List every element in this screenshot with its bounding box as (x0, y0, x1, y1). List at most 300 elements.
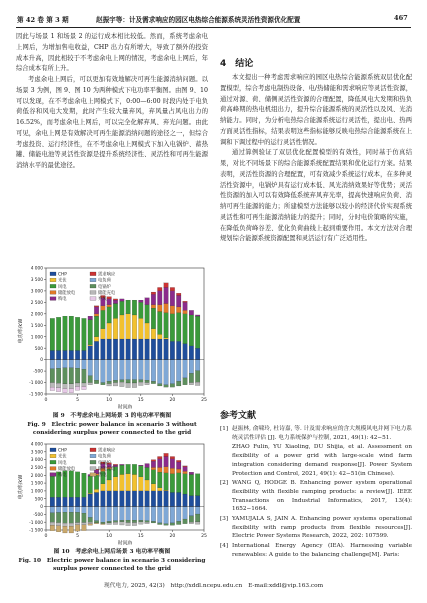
bar-segment (113, 522, 118, 524)
bar-segment (157, 339, 162, 360)
bar-segment (151, 491, 156, 507)
bar-segment (183, 471, 188, 473)
reference-text: YAMUJALA S, JAIN A. Enhancing power systems operational flexibility with ramp products from flexible resources[J]. Electric Power Systems Research, 2022, 202: 107599. (232, 516, 412, 540)
bar-segment (82, 473, 87, 497)
bar-segment (107, 480, 112, 491)
bar-segment (107, 305, 112, 307)
references-title: 参考文献 (220, 411, 257, 421)
bar-segment (145, 521, 150, 523)
bar-segment (75, 525, 80, 531)
bar-segment (69, 512, 74, 523)
bar-segment (113, 318, 118, 339)
bar-segment (157, 472, 162, 488)
legend-swatch (50, 278, 56, 282)
bar-segment (126, 507, 131, 521)
bar-segment (69, 389, 74, 393)
legend-label: 弃风 (98, 297, 107, 303)
bar-segment (50, 387, 55, 390)
bar-segment (63, 526, 68, 533)
section-title-conclusion: 4 结论 (220, 59, 254, 69)
bar-segment (151, 305, 156, 308)
bar-segment (50, 360, 55, 369)
x-tick-label: 0 (44, 398, 48, 403)
legend-label: 储能充电 (98, 291, 116, 296)
legend-label: 电锅炉 (98, 284, 111, 290)
bar-segment (189, 496, 194, 507)
bar-segment (189, 346, 194, 360)
x-axis-label: 时间/h (117, 540, 133, 546)
bar-segment (94, 307, 99, 314)
bar-segment (56, 523, 61, 526)
x-tick-label: 5 (76, 398, 80, 403)
bar-segment (189, 373, 194, 382)
bar-segment (151, 461, 156, 467)
bar-segment (157, 305, 162, 312)
bar-segment (63, 350, 68, 359)
bar-segment (157, 312, 162, 335)
bar-segment (189, 360, 194, 374)
bar-segment (113, 339, 118, 360)
bar-segment (164, 507, 169, 524)
bar-segment (151, 381, 156, 383)
bar-segment (183, 507, 188, 520)
bar-segment (56, 507, 61, 513)
bar-segment (75, 507, 80, 513)
bar-segment (75, 512, 80, 522)
bar-segment (132, 315, 137, 339)
reference-item (220, 542, 412, 559)
bar-segment (50, 383, 55, 388)
bar-segment (50, 513, 55, 522)
bar-segment (132, 360, 137, 380)
bar-segment (176, 307, 181, 313)
bar-segment (126, 314, 131, 339)
bar-segment (113, 383, 118, 386)
bar-segment (101, 339, 106, 360)
bar-segment (164, 491, 169, 507)
bar-segment (183, 494, 188, 507)
legend-swatch (90, 460, 96, 464)
figure-9-chart (16, 264, 208, 410)
bar-segment (69, 526, 74, 533)
bar-segment (69, 523, 74, 526)
bar-segment (176, 460, 181, 462)
figure-10 (16, 440, 208, 546)
x-tick-label: 10 (106, 534, 113, 539)
legend-swatch (90, 467, 96, 471)
bar-segment (145, 383, 150, 385)
bar-segment (126, 464, 131, 473)
bar-segment (120, 464, 125, 465)
y-tick-label: -500 (33, 512, 43, 518)
legend-swatch (50, 454, 56, 458)
legend-label: 光伏 (58, 454, 67, 460)
bar-segment (195, 514, 200, 522)
y-tick-label: 1 500 (30, 481, 43, 487)
legend-label: 风电 (58, 284, 67, 290)
bar-segment (88, 316, 93, 319)
bar-segment (94, 341, 99, 359)
reference-item (220, 515, 412, 541)
bar-segment (94, 337, 99, 342)
reference-text: International Energy Agency (IEA). Harnessing variable renewables: A guide to the balancing challenge[M]. Paris: (232, 543, 412, 558)
bar-segment (164, 473, 169, 490)
bar-segment (94, 523, 99, 524)
y-axis-label: 电功率/kW (18, 318, 24, 344)
y-axis-label: 电功率/kW (18, 474, 24, 500)
bar-segment (107, 523, 112, 525)
bar-segment (82, 360, 87, 370)
bar-segment (176, 295, 181, 306)
bar-segment (107, 521, 112, 523)
y-tick-label: 4 000 (30, 442, 43, 448)
bar-segment (132, 380, 137, 383)
legend-swatch (50, 291, 56, 295)
bar-segment (170, 523, 175, 525)
bar-segment (88, 517, 93, 522)
y-tick-label: 500 (34, 346, 43, 352)
bar-segment (113, 360, 118, 381)
bar-segment (151, 308, 156, 329)
bar-segment (176, 381, 181, 386)
bar-segment (176, 360, 181, 382)
bar-segment (94, 521, 99, 523)
bar-segment (88, 345, 93, 346)
legend-label: CHP (58, 448, 67, 454)
bar-segment (94, 380, 99, 383)
bar-segment (139, 318, 144, 339)
legend-swatch (90, 284, 96, 288)
bar-segment (164, 338, 169, 339)
bar-segment (50, 369, 55, 383)
reference-item (220, 443, 412, 478)
bar-segment (195, 522, 200, 524)
legend-swatch (50, 473, 56, 477)
bar-segment (120, 382, 125, 387)
y-tick-label: 1 500 (30, 323, 43, 329)
bar-segment (107, 491, 112, 507)
bar-segment (88, 320, 93, 345)
bar-segment (75, 368, 80, 383)
y-tick-label: 0 (40, 358, 43, 364)
bar-segment (164, 490, 169, 491)
legend-swatch (50, 448, 56, 452)
bar-segment (120, 507, 125, 521)
bar-segment (145, 467, 150, 480)
bar-segment (170, 507, 175, 523)
bar-segment (126, 474, 131, 491)
bar-segment (189, 522, 194, 524)
bar-segment (120, 474, 125, 490)
conclusion-paragraph-2: 通过算例验证了双层优化配置模型的有效性，同时基于仿真结果，对比不同场景下的综合能源系统配置结果和优化运行方案。结果表明，灵活性资源的合理配置，可有效减少系统运行成本，在多种灵活性资源中，电锅炉具有运行成本低、风光消纳效果好等优势；灵活性资源的加入可以有效降低系统弃风弃光率，提高快速响应负荷、消纳可再生能源的能力；所建模型方法能够以较小的经济代价实现系统灵活性和可再生能源消纳能力的提升；同时，分时电价策略的实施，在降低负荷峰谷差、优化负荷曲线上起到重要作用。本文方法对合理规划综合能源系统资源配置和灵活运行有广泛适用性。 (220, 149, 412, 243)
bar-segment (145, 380, 150, 382)
bar-segment (88, 476, 93, 493)
bar-segment (113, 380, 118, 382)
x-tick-label: 20 (169, 534, 176, 539)
legend-swatch (90, 473, 96, 477)
y-tick-label: -1 000 (29, 381, 43, 387)
bar-segment (183, 302, 188, 310)
header-volume: 第 42 卷 第 3 期 (17, 16, 69, 24)
bar-segment (189, 516, 194, 522)
bar-segment (157, 334, 162, 339)
bar-segment (94, 314, 99, 316)
bar-segment (176, 313, 181, 342)
figure-9-caption (16, 412, 208, 438)
figure-10-caption-en: Fig. 10 Electric power balance in scenario 3 considering surplus power connected to the grid (18, 557, 206, 572)
bar-segment (151, 460, 156, 462)
bar-segment (139, 465, 144, 466)
y-tick-label: 1 000 (30, 489, 43, 495)
bar-segment (56, 526, 61, 532)
bar-segment (157, 384, 162, 386)
bar-segment (170, 306, 175, 314)
bar-segment (120, 380, 125, 382)
bar-segment (126, 491, 131, 507)
bar-segment (94, 489, 99, 492)
bar-segment (120, 315, 125, 339)
legend-label: 需求响应 (98, 272, 116, 278)
bar-segment (113, 300, 118, 303)
bar-segment (157, 488, 162, 491)
bar-segment (170, 492, 175, 506)
bar-segment (56, 497, 61, 506)
bar-segment (63, 368, 68, 384)
y-tick-label: 0 (40, 505, 43, 511)
bar-segment (132, 474, 137, 490)
bar-segment (101, 507, 106, 523)
bar-segment (120, 360, 125, 380)
reference-text: ZHAO Fulin, YU Xiaoling, DU Shijia, et al. Assessment on flexibility of a power grid with large-scale wind farm integration considering demand response[J]. Power System Protection and Control, 2021, 49(1): 42−51(in Chinese). (232, 444, 412, 477)
y-tick-label: -1 000 (29, 520, 43, 526)
bar-segment (176, 507, 181, 522)
bar-segment (107, 297, 112, 299)
bar-segment (82, 318, 87, 350)
bar-segment (164, 385, 169, 387)
bar-segment (170, 360, 175, 384)
bar-segment (107, 360, 112, 382)
x-tick-label: 0 (44, 534, 48, 539)
bar-segment (101, 491, 106, 507)
legend-swatch (90, 272, 96, 276)
bar-segment (151, 292, 156, 294)
bar-segment (94, 306, 99, 307)
bar-segment (94, 492, 99, 506)
bar-segment (189, 315, 194, 346)
bar-segment (132, 491, 137, 507)
y-tick-label: 4 000 (30, 266, 43, 272)
bar-segment (107, 299, 112, 305)
bar-segment (183, 466, 188, 467)
bar-segment (82, 513, 87, 522)
bar-segment (195, 360, 200, 371)
bar-segment (139, 520, 144, 522)
bar-segment (189, 310, 194, 315)
legend-label: 光伏 (58, 278, 67, 284)
bar-segment (63, 316, 68, 350)
bar-segment (195, 474, 200, 496)
bar-segment (88, 494, 93, 507)
y-tick-label: 2 000 (30, 312, 43, 318)
bar-segment (139, 300, 144, 302)
bar-segment (69, 471, 74, 497)
bar-segment (195, 316, 200, 348)
bar-segment (176, 293, 181, 295)
bar-segment (164, 313, 169, 338)
bar-segment (82, 525, 87, 531)
x-tick-label: 25 (201, 534, 207, 539)
bar-segment (183, 360, 188, 378)
legend-label: 电负荷 (98, 278, 111, 284)
reference-number: [2] (220, 480, 229, 487)
figure-9 (16, 264, 208, 410)
bar-segment (56, 368, 61, 383)
bar-segment (69, 316, 74, 350)
bar-segment (132, 522, 137, 525)
bar-segment (50, 525, 55, 530)
bar-segment (88, 360, 93, 376)
bar-segment (75, 360, 80, 368)
legend-label: 储能放电 (58, 291, 76, 296)
bar-segment (170, 291, 175, 306)
bar-segment (56, 350, 61, 359)
bar-segment (139, 360, 144, 380)
legend-swatch (90, 297, 96, 301)
bar-segment (157, 523, 162, 525)
bar-segment (69, 350, 74, 359)
bar-segment (88, 524, 93, 526)
bar-segment (120, 520, 125, 522)
x-tick-label: 5 (76, 534, 80, 539)
bar-segment (151, 507, 156, 522)
right-column-text (220, 73, 412, 245)
reference-item (220, 479, 412, 514)
bar-segment (113, 464, 118, 465)
legend-label: 售电 (98, 473, 107, 479)
bar-segment (63, 523, 68, 526)
legend-swatch (50, 272, 56, 276)
figure-10-caption-cn: 图 10 考虑余电上网后场景 3 电功率平衡图 (53, 549, 171, 555)
bar-segment (157, 491, 162, 507)
bar-segment (151, 467, 156, 469)
bar-segment (94, 316, 99, 337)
bar-segment (82, 383, 87, 386)
bar-segment (50, 473, 55, 497)
bar-segment (101, 310, 106, 328)
bar-segment (75, 386, 80, 390)
bar-segment (63, 384, 68, 389)
y-tick-label: -1 500 (29, 392, 43, 398)
bar-segment (195, 496, 200, 507)
bar-segment (139, 507, 144, 521)
bar-segment (176, 462, 181, 469)
y-tick-label: 3 000 (30, 289, 43, 295)
bar-segment (82, 350, 87, 359)
legend-swatch (50, 284, 56, 288)
reference-text: 赵振林, 俞啸玲, 杜诗嘉, 等. 计及需求响应的含大规模风电并网下电力系统灵活性评估 [J]. 电力系统保护与控制, 2021, 49(1): 42−51. (232, 426, 412, 441)
figure-10-chart (16, 440, 208, 546)
bar-segment (50, 497, 55, 506)
bar-segment (132, 507, 137, 521)
legend-swatch (50, 297, 56, 301)
legend-swatch (90, 291, 96, 295)
bar-segment (170, 457, 175, 459)
bar-segment (120, 465, 125, 474)
bar-segment (183, 474, 188, 494)
bar-segment (157, 287, 162, 290)
bar-segment (170, 287, 175, 290)
x-tick-label: 10 (106, 398, 113, 403)
bar-segment (82, 369, 87, 383)
bar-segment (176, 492, 181, 506)
bar-segment (56, 388, 61, 392)
bar-segment (176, 469, 181, 473)
legend-label: 电负荷 (98, 454, 111, 460)
bar-segment (56, 360, 61, 369)
bar-segment (120, 491, 125, 507)
bar-segment (69, 497, 74, 506)
bar-segment (75, 472, 80, 497)
figure-9-caption-en: Fig. 9 Electric power balance in scenario 3 without considering surplus power connected to the grid (27, 421, 197, 436)
bar-segment (139, 302, 144, 318)
legend-swatch (90, 454, 96, 458)
bar-segment (69, 360, 74, 368)
bar-segment (120, 301, 125, 315)
bar-segment (107, 307, 112, 323)
bar-segment (183, 310, 188, 313)
y-tick-label: -500 (33, 369, 43, 375)
bar-segment (157, 467, 162, 472)
bar-segment (132, 339, 137, 360)
bar-segment (151, 470, 156, 484)
bar-segment (195, 382, 200, 385)
x-tick-label: 15 (137, 398, 144, 403)
bar-segment (157, 360, 162, 384)
bar-segment (69, 368, 74, 384)
y-tick-label: 2 500 (30, 466, 43, 472)
bar-segment (63, 389, 68, 393)
bar-segment (88, 383, 93, 385)
header-title: 赵振宇等：计及需求响应的园区电热综合能源系统灵活性资源优化配置 (96, 16, 301, 24)
bar-segment (176, 521, 181, 524)
bar-segment (183, 467, 188, 472)
bar-segment (132, 520, 137, 522)
bar-segment (113, 477, 118, 491)
legend-label: 储能放电 (58, 467, 76, 472)
bar-segment (120, 299, 125, 301)
bar-segment (139, 380, 144, 382)
bar-segment (50, 507, 55, 513)
bar-segment (189, 472, 194, 474)
left-paragraph-1: 因此与场景 1 和场景 2 的运行成本相比较低。然而，系统考虑余电上网后，为增加售电收益，CHP 出力有所增大，导致了额外的投资成本升高，因此相较于不考虑余电上网的情况，考虑余电上网后，年综合成本有所上升。 (16, 33, 208, 73)
bar-segment (75, 317, 80, 350)
bar-segment (195, 371, 200, 382)
x-axis-label: 时间/h (117, 404, 133, 410)
bar-segment (139, 466, 144, 477)
bar-segment (164, 524, 169, 526)
bar-segment (126, 383, 131, 388)
bar-segment (132, 383, 137, 388)
bar-segment (126, 380, 131, 383)
x-tick-label: 25 (201, 398, 207, 403)
y-tick-label: 3 000 (30, 458, 43, 464)
conclusion-paragraph-1: 本文提出一种考虑需求响应的园区电热综合能源系统双层优化配置模型，综合考虑电制热设备、电/热储能和需求响应等灵活性资源，通过对源、荷、储侧灵活性资源的合理配置，降低风电大发期和热负荷高峰期的热电机组出力，提升综合能源系统的灵活性以及风、光消纳能力。同时，为分析电热综合能源系统运行灵活性，提出电、热两方面灵活性指标，结果表明这些指标能够反映电热综合能源系统在上调和下调过程中的运行灵活性情况。 (220, 74, 412, 146)
legend-label: 储能充电 (98, 467, 116, 472)
references-list (220, 425, 412, 561)
bar-segment (139, 339, 144, 360)
bar-segment (75, 497, 80, 506)
bar-segment (126, 360, 131, 380)
